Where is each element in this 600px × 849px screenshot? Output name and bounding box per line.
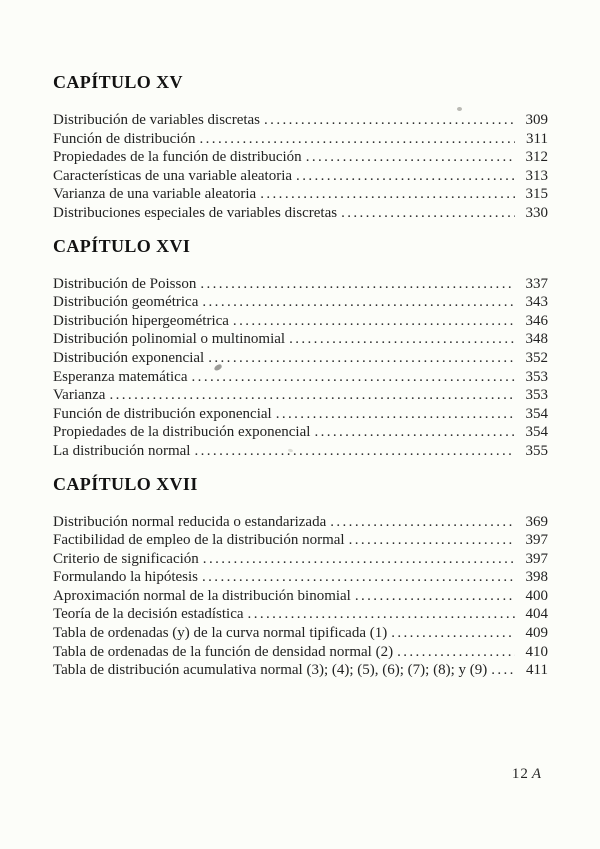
toc-entry-label: Distribuciones especiales de variables discretas: [53, 204, 338, 221]
toc-entry-label: Distribución polinomial o multinomial: [53, 331, 286, 348]
dot-leader: [306, 148, 515, 167]
dot-leader: [276, 405, 515, 424]
toc-entry-page: 354: [525, 424, 548, 441]
toc-entry: [53, 442, 548, 461]
dot-leader: [233, 312, 515, 331]
dot-leader: [109, 386, 515, 405]
page-number-suffix: A: [531, 766, 542, 782]
toc-entry: [53, 423, 548, 442]
toc-entry-page: 348: [525, 331, 548, 348]
dot-leader: [341, 204, 515, 223]
dot-leader: [208, 349, 515, 368]
toc-entry-page: 355: [525, 442, 548, 459]
dot-leader: [260, 185, 515, 204]
toc-entry: [53, 605, 548, 624]
toc-entry-page: 411: [526, 662, 548, 679]
toc-entry-page: 315: [525, 186, 548, 203]
dot-leader: [491, 661, 515, 680]
dot-leader: [314, 423, 515, 442]
toc-entry: [53, 275, 548, 294]
dot-leader: [202, 568, 515, 587]
toc-entry: [53, 293, 548, 312]
toc-entry-label: Formulando la hipótesis: [53, 569, 198, 586]
dot-leader: [391, 624, 515, 643]
chapter-section: [53, 473, 548, 680]
toc-entry-label: Varianza de una variable aleatoria: [53, 186, 257, 203]
toc-entry-page: 409: [525, 625, 548, 642]
toc-entry: [53, 111, 548, 130]
toc-entry: [53, 130, 548, 149]
toc-entry-page: 353: [525, 387, 548, 404]
toc-entry-page: 410: [525, 643, 548, 660]
toc-entry: [53, 148, 548, 167]
toc-entry-page: 312: [525, 149, 548, 166]
toc-entry: [53, 167, 548, 186]
toc-entry: [53, 531, 548, 550]
toc-entry-page: 397: [525, 532, 548, 549]
dot-leader: [200, 275, 515, 294]
chapter-entries: [53, 275, 548, 461]
toc-entry-label: Tabla de distribución acumulativa normal (3); (4); (5), (6); (7); (8); y (9): [53, 662, 488, 679]
dot-leader: [355, 587, 515, 606]
dot-leader: [202, 293, 515, 312]
chapter-section: [53, 235, 548, 461]
toc-entry-label: La distribución normal: [53, 442, 191, 459]
toc-entry: [53, 330, 548, 349]
toc-entry: [53, 405, 548, 424]
toc-entry-page: 343: [525, 294, 548, 311]
toc-entry: [53, 204, 548, 223]
toc-entry-page: 400: [525, 587, 548, 604]
toc-entry-label: Teoría de la decisión estadística: [53, 606, 244, 623]
toc-entry: [53, 386, 548, 405]
dot-leader: [192, 368, 515, 387]
toc-entry-page: 353: [525, 368, 548, 385]
toc-entry-page: 313: [525, 167, 548, 184]
toc-entry: [53, 312, 548, 331]
page-number-value: 12: [511, 766, 529, 782]
toc-entry-label: Propiedades de la función de distribución: [53, 149, 302, 166]
toc-entry-label: Esperanza matemática: [53, 368, 188, 385]
toc-entry-page: 330: [525, 204, 548, 221]
toc-entry-page: 397: [525, 550, 548, 567]
toc-entry-page: 309: [525, 112, 548, 128]
toc-entry: [53, 661, 548, 680]
toc-entry-label: Tabla de ordenadas de la función de densidad normal (2): [53, 643, 394, 660]
toc-entry-page: 369: [525, 513, 548, 530]
toc-entry-label: Características de una variable aleatoria: [53, 167, 293, 184]
chapter-heading: CAPÍTULO XVI: [53, 235, 191, 256]
toc-entry: [53, 550, 548, 569]
dot-leader: [248, 605, 515, 624]
toc-entry-label: Tabla de ordenadas (y) de la curva normal tipificada (1): [53, 625, 388, 642]
toc-entry-page: 354: [525, 405, 548, 422]
toc-entry-page: 352: [525, 349, 548, 366]
toc-entry-label: Distribución de variables discretas: [53, 112, 261, 128]
toc-entry: [53, 568, 548, 587]
toc-entry: [53, 349, 548, 368]
dot-leader: [397, 643, 515, 662]
dot-leader: [264, 111, 515, 130]
chapter-entries: [53, 513, 548, 680]
chapter-section: [53, 71, 548, 223]
toc-entry-label: Distribución hipergeométrica: [53, 312, 229, 329]
toc-entry-label: Varianza: [53, 387, 106, 404]
toc-entry-label: Distribución normal reducida o estandarizada: [53, 513, 327, 530]
dot-leader: [289, 330, 515, 349]
toc-entry-page: 404: [525, 606, 548, 623]
toc-entry: [53, 368, 548, 387]
toc-entry-label: Función de distribución: [53, 130, 196, 147]
toc-entry-label: Distribución geométrica: [53, 294, 199, 311]
toc-entry-label: Distribución exponencial: [53, 349, 205, 366]
toc-entry-page: 398: [525, 569, 548, 586]
chapter-entries: [53, 111, 548, 223]
toc-entry-label: Factibilidad de empleo de la distribución normal: [53, 532, 345, 549]
dot-leader: [194, 442, 515, 461]
chapter-heading: CAPÍTULO XVII: [53, 473, 198, 494]
toc-entry: [53, 643, 548, 662]
toc-entry-page: 311: [526, 130, 548, 147]
dot-leader: [296, 167, 515, 186]
toc-entry-label: Aproximación normal de la distribución binomial: [53, 587, 351, 604]
toc-entry: [53, 587, 548, 606]
toc-entry-page: 337: [525, 275, 548, 292]
page-number: [512, 766, 542, 783]
dot-leader: [203, 550, 515, 569]
dot-leader: [330, 513, 515, 532]
dot-leader: [349, 531, 515, 550]
toc-entry: [53, 513, 548, 532]
dot-leader: [200, 130, 516, 149]
toc-entry-label: Distribución de Poisson: [53, 275, 197, 292]
toc-entry-label: Criterio de significación: [53, 550, 199, 567]
toc-entry-label: Propiedades de la distribución exponencial: [53, 424, 311, 441]
toc-entry: [53, 185, 548, 204]
chapter-heading: CAPÍTULO XV: [53, 72, 183, 92]
toc-entry-label: Función de distribución exponencial: [53, 405, 272, 422]
toc-entry-page: 346: [525, 312, 548, 329]
toc-entry: [53, 624, 548, 643]
toc-content: [53, 71, 548, 680]
